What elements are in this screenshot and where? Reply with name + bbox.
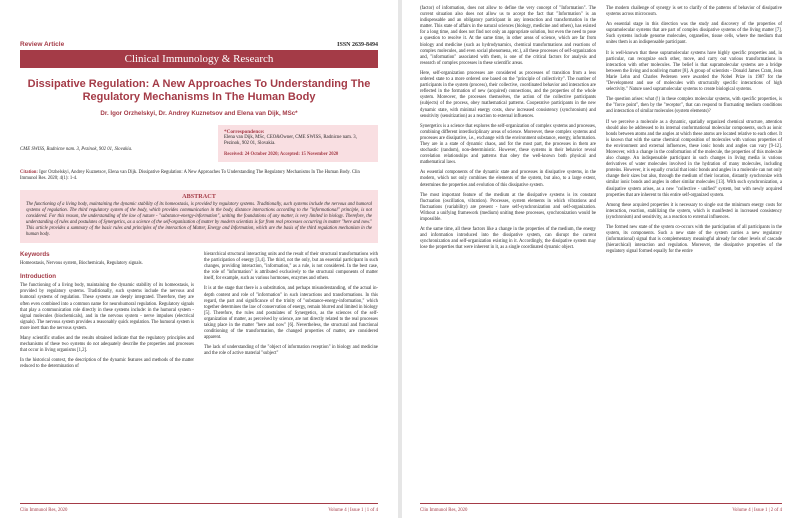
page-1 [0,0,398,518]
correspondence-text: Elena van Dijk, MSc, CEO&Owner, CME SWISS, Radnicne nam. 3, Pezinok, 902 01, Slovakia. [224,135,357,146]
abstract-title: ABSTRACT [182,193,216,200]
paragraph: If we perceive a molecule as a dynamic, spatially organized chemical structure, attention should also be addressed to its internal conformational molecular components, such as ionic bonds between atoms and the angles at which these atoms are located relative to each other. It is known that with the same chemical composition of molecules with various properties of the environment and external influences, these ionic bonds and angles can vary [9-12]. Moreover, with a change in the conformation of the molecule, the properties of this molecule also change. An indispensable participant in such changes in living media is various derivatives of water molecules involved in the hydration of many molecules, including proteins. However, it is equally crucial that ionic bonds and angles in a molecule can not only change their sizes but also, through the medium of their location, distantly synchronize with similar ionic bonds and angles in other similar molecules [13]. With such synchronization, a dissipative system arises, as a new "collective - unified" system, but with newly acquired properties that are inherent to this entire self-organized system. [606,119,782,198]
paragraph: In the historical context, the description of the dynamic features and methods of the matter reduced to the determination of [20,358,194,370]
journal-banner: Clinical Immunology & Research [20,50,378,68]
body-columns [420,6,782,259]
paragraph: The question arises: what (!) in these complex molecular systems, with specific properties, is the "force point", then by the "receptor", that can respond to fluctuating medium conditions and interaction of similar molecules (system elements)? [606,97,782,115]
paragraph: Among these acquired properties it is necessary to single out the minimum energy costs for interaction, reaction, stabilizing the system, which is manifested in increased consistency (synchronism) and sensitivity, as a reaction to external influences. [606,202,782,220]
issn: ISSN 2639-8494 [337,42,378,48]
paragraph: The functioning of a living body, maintaining the dynamic stability of its homeostasis, is provided by regulatory systems. Traditionally, such systems include the nervous and humoral systems of regulation. These systems are deeply integrated. Therefore, they are often even combined into a common name for neurohumoral regulation. Regulatory signals that play a communication role directly in these systems include: in the humoral system - signal molecules (biochemicals), and in the nervous system - nerve impulses (electrical signals). The nervous system provides a reasonably quick regulation. The humoral system is more inert than the nervous system. [20,283,194,331]
footer-page-info: Volume 4 | Issue 1 | 2 of 4 [732,508,782,513]
abstract-box [20,190,378,243]
column-left [420,6,596,259]
paragraph: An essential stage in this direction was the study and discovery of the properties of supramolecular systems that are part of complex dissipative systems of the living matter [7]. Such systems include genome molecules, organelles, tissue cells, where the medium that unites them is an indispensable participant. [606,22,782,46]
correspondence-box [218,125,378,162]
article-title: Dissipative Regulation: A New Approaches To Understanding The Regulatory Mechanisms In The Human Body [27,78,371,103]
authors: Dr. Igor Orzhelskyi, Dr. Andrey Kuznetsov and Elena van Dijk, MSc* [100,110,298,117]
footer-journal: Clin Immunol Res, 2020 [20,508,68,513]
paragraph: The formed new state of the system co-occurs with the participation of all participants in the system, its components. Such a new state of the system carries a new regulatory (informational) signal that is complementary meaningful already for other levels of cascade (hierarchical) interaction and regulation. Moreover, the dissipative properties of the regulatory signal formed equally for the entire [606,225,782,255]
paragraph: The most important feature of the medium at the dissipative systems is its constant fluctuation (oscillation, vibration). Processes, system elements in which vibrations and fluctuations (variability) are present - have self-synchronization and self-organization. Without a unifying framework (medium) uniting these processes, synchronization would be impossible. [420,192,596,222]
citation-text: Igor Orzhelskyi, Andrey Kuznetsov, Elena van Dijk. Dissipative Regulation: A New Approaches To Understanding The Regulatory Mechanisms In The Human Body. Clin Immunol Res. 2020; 4(1): 1-4. [20,170,360,181]
header-row [20,36,378,48]
paragraph: Synergetics is a science that explores the self-organization of complex systems and processes, combining different interdisciplinary areas of science. Moreover, these complex systems and processes are dissipative, i.e., exchange with the environment substance, energy, information. They are in a state of dynamic chaos, and for the most part, the processes in them are stochastic (random), non-deterministic. However, these systems in their behavior reveal correlation relationships and patterns that obey the well-known both physical and mathematical laws. [420,123,596,166]
column-left [20,252,194,375]
citation-label: Citation: [20,170,38,175]
correspondence-title: *Correspondence: [224,129,265,135]
column-right [606,6,782,259]
paragraph: It is well-known that these supramolecular systems have highly specific properties and, in particular, can recognize each other, move, and carry out various transformations in interaction with other molecules. The belief is that supramolecular systems are a bridge between the living and nonliving matter [8]. A group of scientists - Donald James Cram, Jean Marie Lehn and Charles Pedersen were awarded the Nobel Prize in 1987 for the "Development and use of molecules with structurally specific interactions of high selectivity." Nature used supramolecular systems to create biological systems. [606,50,782,93]
footer-page-info: Volume 4 | Issue 1 | 1 of 4 [328,508,378,513]
abstract-text: The functioning of a living body, maintaining the dynamic stability of its homeostasis, is provided by regulatory systems. Traditionally, such systems include the nervous and humoral systems of regulation. The third regulatory system of the body, which provides communication in the body, distance interactions according to the "informational" principle, is not considered. For this reason, the understanding of the law of nature - "substance-energy-information", uniting the foundations of any matter, is very limited in biology. Therefore, the understanding of rules and postulates of Synergetics, as a science of the self-organization of matter by modern scientists is far from real processes occurring in matter "here and now." This article provides a summary of the basic rules and principles of the interaction of Matter, Energy and Information, which are the basis of the third regulation mechanism in the human body. [26,202,372,237]
introduction-heading: Introduction [20,273,57,281]
footer [20,508,378,513]
body-columns [20,252,378,375]
footer-rule [20,503,378,504]
keywords-heading: Keywords [20,251,50,258]
footer [420,508,782,513]
page-2 [402,0,800,518]
paragraph: At the same time, all these factors like a change in the properties of the medium, the energy and information introduced into the dissipative system, can disrupt the current synchronization and self-organization existing in it. Accordingly, the dissipative system may lose the properties that were inherent in it, as a single coordinated dynamic object. [420,227,596,251]
paragraph: The modern challenge of synergy is set to clarify of the patterns of behavior of dissipative systems across microcosm. [606,6,782,18]
keywords: Homeostasis, Nervous system, Biochemicals, Regulatory signals. [20,261,143,267]
footer-journal: Clin Immunol Res, 2020 [420,508,468,513]
paragraph: hierarchical structural interacting units and the result of their structural transformations with the participation of energy [3,4]. The third, not the only, but an essential participant in such changes, providing interaction, "information," as a rule, is not considered. In the best case, the role of "information" is attributed exclusively to the structural components of matter itself, for example, such as various hormones, enzymes and others. [204,252,378,282]
affiliation: CME SWISS, Radnicne nam. 3, Pezinok, 902 01, Slovakia. [20,147,133,152]
article-type: Review Article [20,41,65,48]
column-right [204,252,378,375]
paragraph: Here, self-organization processes are considered as processes of transition from a less ordered state to a more ordered one based on the "principle of collectivity". The number of participants in the system (process), their collective, coordinated behavior and interaction are reflected in the formation of new (acquired) connections, and the properties of the whole system. Moreover, the processes themselves, the action of the collective participants (subjects) of the process, obey mathematical patterns. Cooperative participants in the new dynamic state, with minimal energy costs, show increased consistency (synchronism) and sensitivity (sensitization) as a reaction to external influences. [420,70,596,119]
paragraph: (factor) of information, does not allow to define the very concept of "Information". The current situation also does not allow us to accept the fact that "Information" is an indispensable and an obligatory participant in any interaction and transformation in the matter. This state of affairs in the natural sciences (biology, medicine and others), has existed for a long time, and does not find not only an appropriate solution, but even the need to pose a question to resolve it. At the same time, in other areas of science, which are far from biology and medicine (such as hydrodynamics, chemical transformations and reactions of complex molecules, and even social phenomena, etc.), all these processes of self-organization and, "information" associated with them, is one of the critical factors for analysis and research of complex processes in these scientific areas. [420,6,596,66]
paragraph: It is at the stage that there is a substitution, and perhaps misunderstanding, of the actual in-depth content and role of "information" in such interactions and transformations. In this regard, the part and significance of the trinity of "substance-energy-information," which together determines the law of conservation of energy, remain blurred and limited in biology [5]. Therefore, the rules and postulates of Synergetics, as the sciences of the self-organization of matter, as perceived by science, are not directly related to the real processes taking place in the matter "here and now" [6]. Nevertheless, the structural and functional conditioning of the transformation, the changed properties of matter, are considered apparent. [204,286,378,341]
footer-rule [420,503,782,504]
paragraph: Many scientific studies and the results obtained indicate that the regulatory principles and mechanisms of these two systems do not adequately describe the properties and processes that occur in living organisms [1,2]. [20,336,194,354]
paragraph: As essential components of the dynamic state and processes in dissipative systems, in the modern, which not only combines the elements of the system, but also, to a large extent, determines the properties and evolution of this dissipative system. [420,170,596,188]
affiliation-row [20,125,378,162]
citation [20,170,378,182]
paragraph: The lack of understanding of the "object of information reception" in biology and medicine and the role of active material "subject" [204,345,378,357]
received-accepted-dates: Received: 24 October 2020; Accepted: 15 November 2020 [224,152,339,157]
